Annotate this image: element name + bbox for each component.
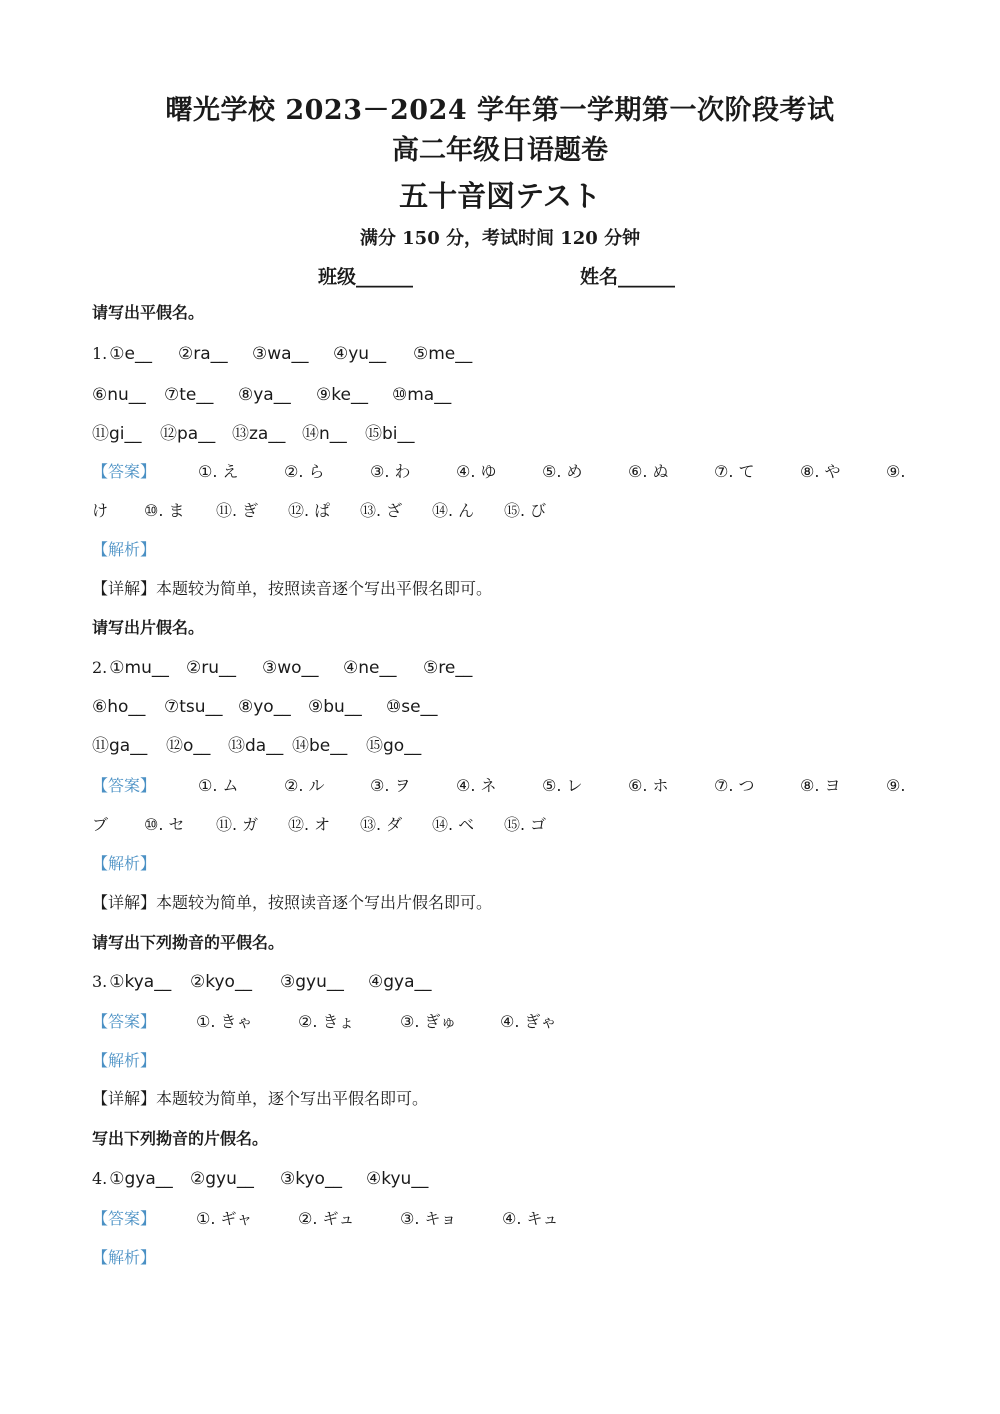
q3-item: ①kya__ [109,972,172,992]
analysis-tag: 【解析】 [92,1248,157,1267]
q2-item: ⑦tsu__ [164,697,223,717]
q4-item: ①gya__ [109,1169,173,1189]
q2-answer: ⑬. ダ [360,815,403,834]
q1-answer: ③. わ [370,462,411,481]
q4-answer: ③. キョ [400,1209,457,1228]
analysis-tag: 【解析】 [92,540,157,559]
q4-analysis [92,1245,156,1271]
q3-line [92,969,432,995]
q1-line-3 [92,421,415,447]
q2-item: ⑬da__ [228,736,284,756]
q3-answer: ③. ぎゅ [400,1012,457,1031]
q3-answer: ②. きょ [298,1012,355,1031]
q2-answer: ②. ル [284,776,325,795]
q3-detail: 【详解】本题较为简单，逐个写出平假名即可。 [92,1089,429,1108]
q2-item: ⑭be__ [292,736,348,756]
q2-detail: 【详解】本题较为简单，按照读音逐个写出片假名即可。 [92,893,493,912]
q2-item: ⑫o__ [166,736,211,756]
exam-title: 曙光学校 2023－2024 学年第一学期第一次阶段考试 [165,95,835,126]
q2-answer: ⑦. つ [714,776,755,795]
q4-item: ④kyu__ [366,1169,429,1189]
q2-answer: ⑤. レ [542,776,583,795]
q1-answer: ⑧. や [800,462,841,481]
q4-item: ③kyo__ [280,1169,342,1189]
analysis-tag: 【解析】 [92,854,157,873]
exam-subtitle: 高二年级日语题卷 [392,135,608,166]
q2-item: ⑮go__ [366,736,422,756]
q2-line-3 [92,733,422,759]
q3-answers [92,1009,557,1035]
q1-item: ⑮bi__ [365,424,415,444]
q3-answer: ④. ぎゃ [500,1012,557,1031]
q4-answer: ②. ギュ [298,1209,355,1228]
q1-item: ⑥nu__ [92,385,146,405]
q2-item: ⑩se__ [386,697,438,717]
q2-item: ①mu__ [109,658,169,678]
q2-line-2 [92,694,438,720]
q2-item: ⑧yo__ [238,697,291,717]
q1-item: ⑭n__ [302,424,347,444]
q2-answer: ⑪. ガ [216,815,259,834]
q1-analysis [92,537,156,563]
q2-item: ⑤re__ [423,658,473,678]
q1-answer: ⑦. て [714,462,755,481]
answer-tag: 【答案】 [92,1209,157,1228]
q2-line-1 [92,655,473,681]
name-field: 姓名______ [580,266,676,288]
q1-item: ⑦te__ [164,385,214,405]
q1-number: 1. [92,344,108,363]
q2-answer: ブ [92,815,109,834]
q2-answer: ④. ネ [456,776,497,795]
q4-line [92,1166,429,1192]
q3-item: ④gya__ [368,972,432,992]
answer-tag: 【答案】 [92,462,157,481]
analysis-tag: 【解析】 [92,1051,157,1070]
q1-answer: ⑥. ぬ [628,462,669,481]
q1-instruction: 请写出平假名。 [92,303,205,322]
q1-answer: ⑤. め [542,462,583,481]
q1-item: ④yu__ [333,344,387,364]
q2-answer: ⑧. ヨ [800,776,841,795]
q3-item: ③gyu__ [280,972,344,992]
q1-item: ②ra__ [178,344,228,364]
q1-answer: け [92,501,109,520]
q2-item: ④ne__ [343,658,397,678]
q1-item: ⑧ya__ [238,385,291,405]
q1-detail: 【详解】本题较为简单，按照读音逐个写出平假名即可。 [92,579,493,598]
q3-answer: ①. きゃ [196,1012,253,1031]
score-time-info: 满分 150 分，考试时间 120 分钟 [359,228,641,249]
q1-answer: ⑪. ぎ [216,501,259,520]
q2-answer: ③. ヲ [370,776,411,795]
q1-answers-1 [92,459,906,485]
q2-answer: ⑨. [886,776,906,795]
class-field: 班级______ [318,266,414,288]
q1-item: ⑤me__ [413,344,473,364]
answer-tag: 【答案】 [92,776,157,795]
q1-item: ⑨ke__ [316,385,368,405]
q1-item: ③wa__ [252,344,309,364]
q2-item: ⑪ga__ [92,736,148,756]
q1-answer: ⑮. び [504,501,547,520]
q2-answer: ⑩. セ [144,815,185,834]
q2-answer: ⑭. ベ [432,815,475,834]
q1-line-2 [92,382,452,408]
q1-item: ⑪gi__ [92,424,142,444]
q1-item: ⑬za__ [232,424,286,444]
answer-tag: 【答案】 [92,1012,157,1031]
q2-instruction: 请写出片假名。 [92,618,205,637]
q1-answer: ⑫. ぱ [288,501,331,520]
q1-item: ⑩ma__ [392,385,452,405]
q1-answer: ⑩. ま [144,501,185,520]
q2-number: 2. [92,658,108,677]
q4-answer: ④. キュ [502,1209,559,1228]
q3-analysis [92,1048,156,1074]
q4-answers [92,1206,559,1232]
q2-answer: ⑫. オ [288,815,331,834]
q2-answer: ⑮. ゴ [504,815,547,834]
q3-number: 3. [92,972,108,991]
q2-answers-1 [92,773,906,799]
q4-instruction: 写出下列拗音的片假名。 [92,1129,269,1148]
q1-item: ⑫pa__ [160,424,216,444]
q2-item: ③wo__ [262,658,319,678]
q1-answer: ①. え [198,462,239,481]
q1-item: ①e__ [109,344,152,364]
q1-answer: ④. ゆ [456,462,497,481]
test-name: 五十音図テスト [399,179,601,213]
q4-number: 4. [92,1169,108,1188]
q2-item: ②ru__ [186,658,237,678]
q1-answer: ⑭. ん [432,501,475,520]
q2-answer: ⑥. ホ [628,776,669,795]
q2-item: ⑥ho__ [92,697,146,717]
q3-instruction: 请写出下列拗音的平假名。 [92,933,285,952]
q4-item: ②gyu__ [190,1169,254,1189]
q1-answer: ②. ら [284,462,325,481]
q1-answer: ⑨. [886,462,906,481]
q1-line-1 [92,341,473,367]
q2-analysis [92,851,156,877]
q2-item: ⑨bu__ [308,697,362,717]
q1-answer: ⑬. ざ [360,501,403,520]
q3-item: ②kyo__ [190,972,252,992]
q4-answer: ①. ギャ [196,1209,253,1228]
q2-answer: ①. ム [198,776,239,795]
